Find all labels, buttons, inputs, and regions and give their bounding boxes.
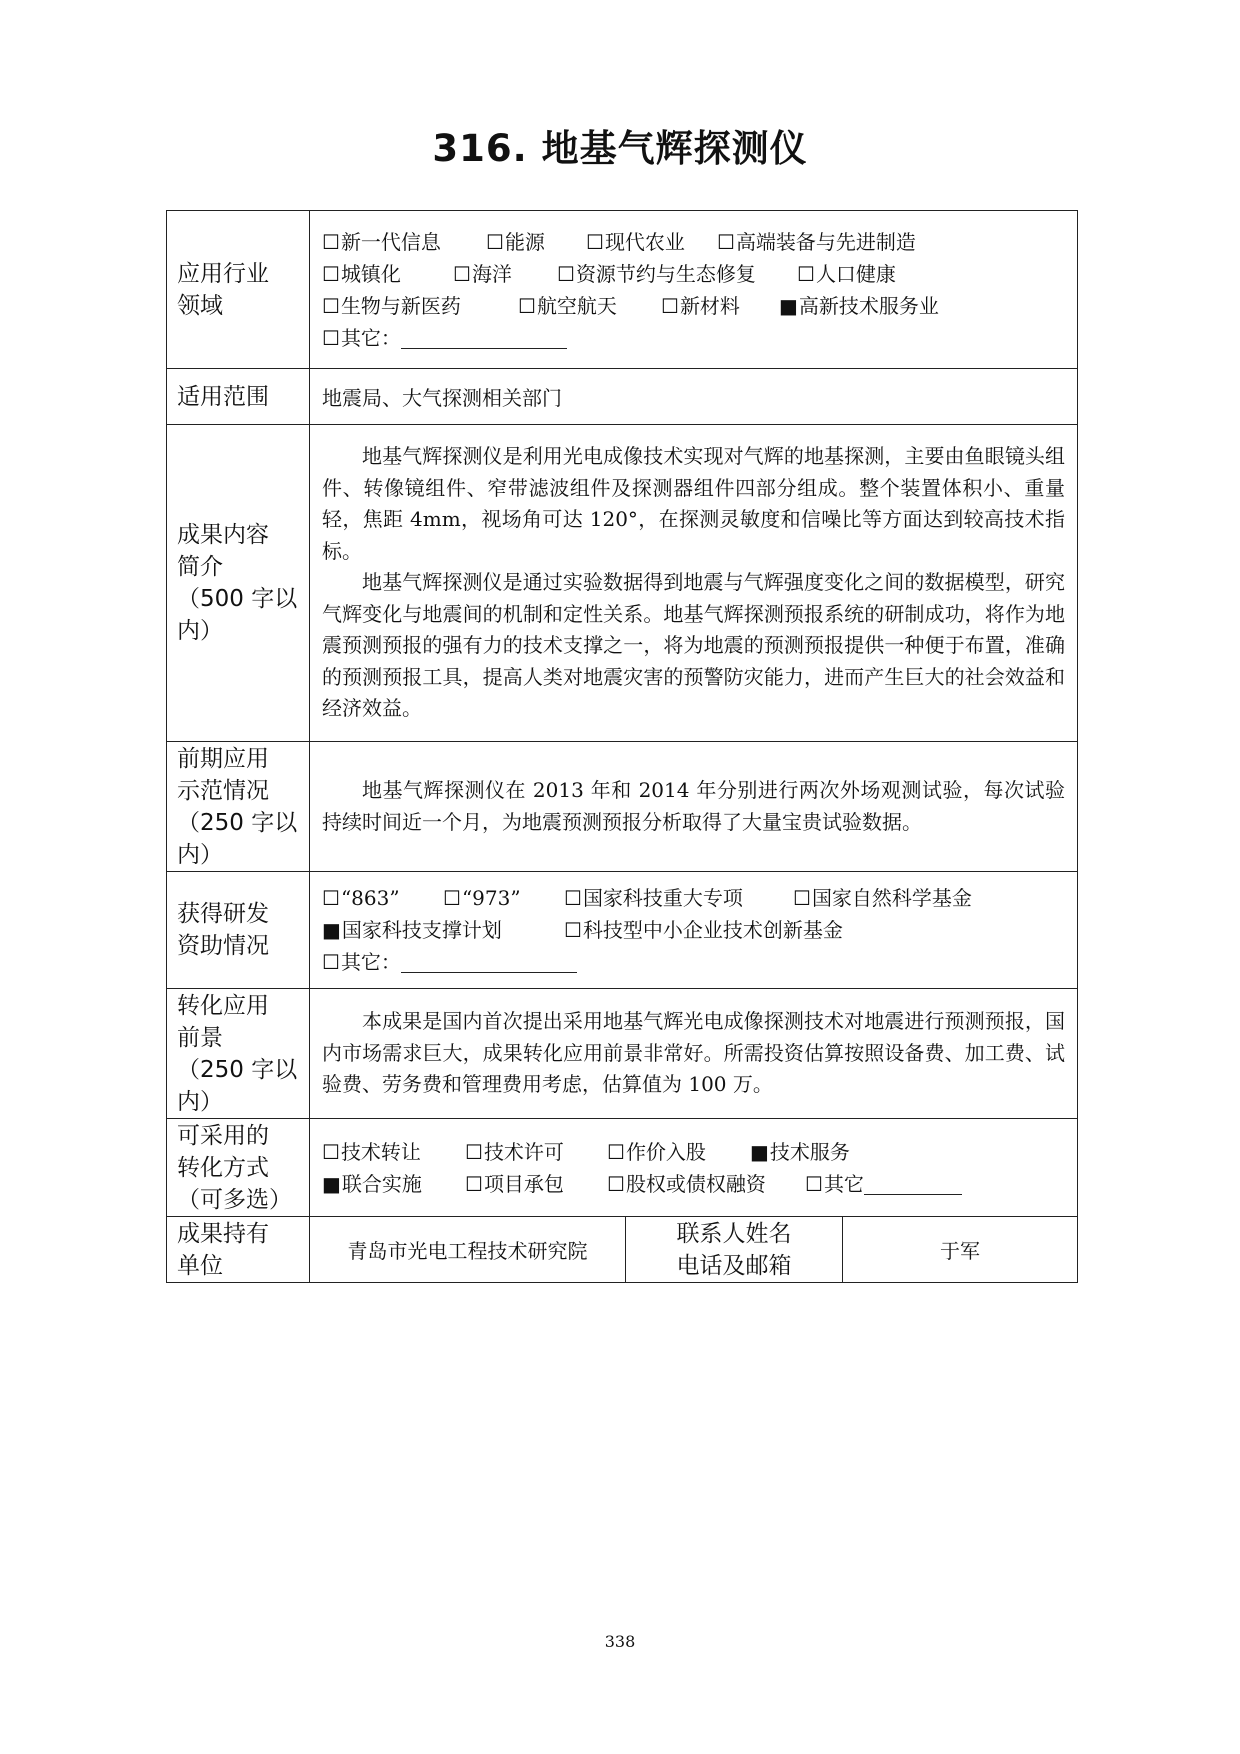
contact-label-line: 电话及邮箱 xyxy=(676,1252,792,1279)
checkbox-option[interactable] xyxy=(797,258,896,290)
checkbox-option[interactable] xyxy=(322,882,443,914)
checkbox-icon[interactable]: ☐ xyxy=(586,229,604,254)
prospect-paragraph: 本成果是国内首次提出采用地基气辉光电成像探测技术对地震进行预测预报，国内市场需求巨大，成果转化应用前景非常好。所需投资估算按照设备费、加工费、试验费、劳务费和管理费用考虑，估算值为 100 万。 xyxy=(322,1009,1065,1097)
checkbox-icon[interactable]: ☐ xyxy=(607,1171,625,1196)
scope-value: 地震局、大气探测相关部门 xyxy=(310,369,1078,425)
other-blank-field[interactable] xyxy=(401,950,577,973)
checkbox-option[interactable] xyxy=(322,1168,465,1200)
summary-label-line: 成果内容 xyxy=(177,522,269,548)
checkbox-icon[interactable]: ☐ xyxy=(322,229,340,254)
checkbox-icon[interactable]: ☐ xyxy=(607,1139,625,1164)
checkbox-icon[interactable]: ☐ xyxy=(564,918,582,942)
summary-paragraph: 地基气辉探测仪是利用光电成像技术实现对气辉的地基探测，主要由鱼眼镜头组件、转像镜组件、窄带滤波组件及探测器组件四部分组成。整个装置体积小、重量轻，焦距 4mm，视场角可达 120°，在探测灵敏度和信噪比等方面达到较高技术指标。 xyxy=(322,444,1065,563)
checkbox-icon[interactable]: ☐ xyxy=(661,293,679,318)
checkbox-option[interactable] xyxy=(661,290,779,322)
methods-label-line: 转化方式 xyxy=(177,1154,269,1181)
option-label: 技术服务 xyxy=(769,1139,850,1164)
industry-label xyxy=(167,211,310,369)
checkbox-option[interactable] xyxy=(322,1136,465,1168)
industry-label-line: 应用行业 xyxy=(177,260,269,287)
option-label: 科技型中小企业技术创新基金 xyxy=(582,918,843,942)
option-label: 技术许可 xyxy=(483,1139,564,1164)
checkbox-icon[interactable]: ☐ xyxy=(518,293,536,318)
option-label: 海洋 xyxy=(471,261,512,286)
contact-value: 于军 xyxy=(843,1217,1078,1283)
checkbox-option[interactable] xyxy=(750,1136,850,1168)
checkbox-icon[interactable]: ☐ xyxy=(797,261,815,286)
industry-label-line: 领域 xyxy=(177,292,223,319)
option-label: 国家科技支撑计划 xyxy=(341,918,502,942)
page-title: 316. 地基气辉探测仪 xyxy=(432,127,808,170)
methods-row xyxy=(167,1119,1078,1217)
funding-label-line: 获得研发 xyxy=(177,901,269,927)
checkbox-option[interactable] xyxy=(586,226,717,258)
checkbox-option[interactable] xyxy=(805,1168,864,1200)
funding-options xyxy=(310,872,1078,989)
methods-option-row xyxy=(322,1168,1065,1200)
summary-label-line: （500 字以 xyxy=(177,586,298,612)
checkbox-option[interactable] xyxy=(564,882,793,914)
industry-option-row xyxy=(322,290,1065,322)
option-label: 其它 xyxy=(823,1171,864,1196)
option-label: 作价入股 xyxy=(625,1139,706,1164)
option-label: 国家科技重大专项 xyxy=(582,886,743,910)
checkbox-option[interactable] xyxy=(465,1136,607,1168)
checkbox-icon[interactable]: ■ xyxy=(779,293,798,318)
option-label: 航空航天 xyxy=(536,293,617,318)
prospect-row xyxy=(167,989,1078,1119)
demo-label-line: 前期应用 xyxy=(177,745,269,772)
option-label: 其它： xyxy=(340,950,401,974)
option-label: 联合实施 xyxy=(341,1171,422,1196)
checkbox-option[interactable] xyxy=(322,258,453,290)
checkbox-icon[interactable]: ☐ xyxy=(564,886,582,910)
checkbox-icon[interactable]: ☐ xyxy=(322,886,340,910)
checkbox-option[interactable] xyxy=(557,258,797,290)
methods-label-line: 可采用的 xyxy=(177,1122,269,1149)
option-label: 其它： xyxy=(340,325,401,350)
demo-label-line: 示范情况 xyxy=(177,777,269,804)
option-label: 资源节约与生态修复 xyxy=(575,261,756,286)
option-label: 能源 xyxy=(504,229,545,254)
demo-label-line: （250 字以 xyxy=(177,809,298,836)
option-label: 股权或债权融资 xyxy=(625,1171,766,1196)
checkbox-icon[interactable]: ☐ xyxy=(322,325,340,350)
option-label: 城镇化 xyxy=(340,261,401,286)
holder-label-line: 成果持有 xyxy=(177,1220,269,1247)
checkbox-option[interactable] xyxy=(793,882,972,914)
checkbox-icon[interactable]: ■ xyxy=(322,1171,341,1196)
option-label: 现代农业 xyxy=(604,229,685,254)
industry-other-row xyxy=(322,322,1065,354)
checkbox-option[interactable] xyxy=(518,290,661,322)
methods-label-line: （可多选） xyxy=(177,1186,292,1213)
industry-options xyxy=(310,211,1078,369)
prospect-label xyxy=(167,989,310,1119)
contact-label xyxy=(626,1217,843,1283)
option-label: 项目承包 xyxy=(483,1171,564,1196)
funding-option-row xyxy=(322,914,1065,946)
option-label: 新材料 xyxy=(679,293,740,318)
checkbox-option[interactable] xyxy=(322,290,518,322)
option-label: 新一代信息 xyxy=(340,229,441,254)
checkbox-icon[interactable]: ☐ xyxy=(443,886,461,910)
option-label: 人口健康 xyxy=(815,261,896,286)
prospect-label-line: 转化应用 xyxy=(177,992,269,1019)
methods-option-row xyxy=(322,1136,1065,1168)
option-label: “863” xyxy=(340,886,400,910)
checkbox-option[interactable] xyxy=(322,914,564,946)
option-label: 高端装备与先进制造 xyxy=(735,229,916,254)
scope-label: 适用范围 xyxy=(167,369,310,425)
holder-value: 青岛市光电工程技术研究院 xyxy=(310,1217,626,1283)
funding-option-row xyxy=(322,882,1065,914)
checkbox-option[interactable] xyxy=(453,258,557,290)
funding-label xyxy=(167,872,310,989)
industry-option-row xyxy=(322,226,1065,258)
checkbox-icon[interactable]: ☐ xyxy=(322,261,340,286)
other-blank-field[interactable] xyxy=(864,1172,962,1195)
option-label: 技术转让 xyxy=(340,1139,421,1164)
summary-label xyxy=(167,425,310,742)
checkbox-option[interactable] xyxy=(607,1168,805,1200)
demo-content xyxy=(310,742,1078,872)
holder-label xyxy=(167,1217,310,1283)
funding-row xyxy=(167,872,1078,989)
scope-row xyxy=(167,369,1078,425)
industry-option-row xyxy=(322,258,1065,290)
option-label: 生物与新医药 xyxy=(340,293,461,318)
demo-label xyxy=(167,742,310,872)
checkbox-icon[interactable]: ☐ xyxy=(465,1139,483,1164)
checkbox-icon[interactable]: ☐ xyxy=(322,950,340,974)
demo-row xyxy=(167,742,1078,872)
industry-row xyxy=(167,211,1078,369)
checkbox-option[interactable] xyxy=(607,1136,750,1168)
contact-label-line: 联系人姓名 xyxy=(676,1220,792,1247)
checkbox-option[interactable] xyxy=(564,914,843,946)
checkbox-option[interactable] xyxy=(717,226,916,258)
holder-label-line: 单位 xyxy=(177,1252,223,1279)
checkbox-option[interactable] xyxy=(465,1168,607,1200)
checkbox-icon[interactable]: ☐ xyxy=(322,1139,340,1164)
checkbox-option[interactable] xyxy=(443,882,564,914)
summary-label-line: 简介 xyxy=(177,554,223,580)
holder-row xyxy=(167,1217,1078,1283)
summary-paragraph: 地基气辉探测仪是通过实验数据得到地震与气辉强度变化之间的数据模型，研究气辉变化与地震间的机制和定性关系。地基气辉探测预报系统的研制成功，将作为地震预测预报的强有力的技术支撑之一，将为地震的预测预报提供一种便于布置，准确的预测预报工具，提高人类对地震灾害的预警防灾能力，进而产生巨大的社会效益和经济效益。 xyxy=(322,570,1065,721)
option-label: “973” xyxy=(461,886,521,910)
methods-options xyxy=(310,1119,1078,1217)
checkbox-icon[interactable]: ■ xyxy=(322,918,341,942)
prospect-label-line: 前景 xyxy=(177,1024,223,1051)
option-label: 国家自然科学基金 xyxy=(811,886,972,910)
demo-paragraph: 地基气辉探测仪在 2013 年和 2014 年分别进行两次外场观测试验，每次试验持续时间近一个月，为地震预测预报分析取得了大量宝贵试验数据。 xyxy=(322,778,1065,834)
page-number: 338 xyxy=(604,1632,636,1651)
prospect-content xyxy=(310,989,1078,1119)
option-label: 高新技术服务业 xyxy=(798,293,939,318)
achievement-form-table xyxy=(166,210,1078,1283)
demo-label-line: 内） xyxy=(177,841,223,868)
summary-label-line: 内） xyxy=(177,618,223,644)
prospect-label-line: （250 字以 xyxy=(177,1056,298,1083)
prospect-label-line: 内） xyxy=(177,1088,223,1115)
checkbox-icon[interactable]: ■ xyxy=(750,1139,769,1164)
checkbox-option[interactable] xyxy=(486,226,586,258)
methods-label xyxy=(167,1119,310,1217)
checkbox-option-other[interactable] xyxy=(322,946,401,978)
funding-label-line: 资助情况 xyxy=(177,933,269,959)
checkbox-icon[interactable]: ☐ xyxy=(717,229,735,254)
funding-other-row xyxy=(322,946,1065,978)
checkbox-icon[interactable]: ☐ xyxy=(557,261,575,286)
checkbox-icon[interactable]: ☐ xyxy=(322,293,340,318)
summary-row xyxy=(167,425,1078,742)
other-blank-field[interactable] xyxy=(401,326,567,349)
checkbox-option[interactable] xyxy=(779,290,939,322)
checkbox-icon[interactable]: ☐ xyxy=(805,1171,823,1196)
checkbox-icon[interactable]: ☐ xyxy=(453,261,471,286)
checkbox-icon[interactable]: ☐ xyxy=(486,229,504,254)
checkbox-option[interactable] xyxy=(322,226,486,258)
checkbox-icon[interactable]: ☐ xyxy=(465,1171,483,1196)
checkbox-option-other[interactable] xyxy=(322,322,401,354)
checkbox-icon[interactable]: ☐ xyxy=(793,886,811,910)
summary-content xyxy=(310,425,1078,742)
